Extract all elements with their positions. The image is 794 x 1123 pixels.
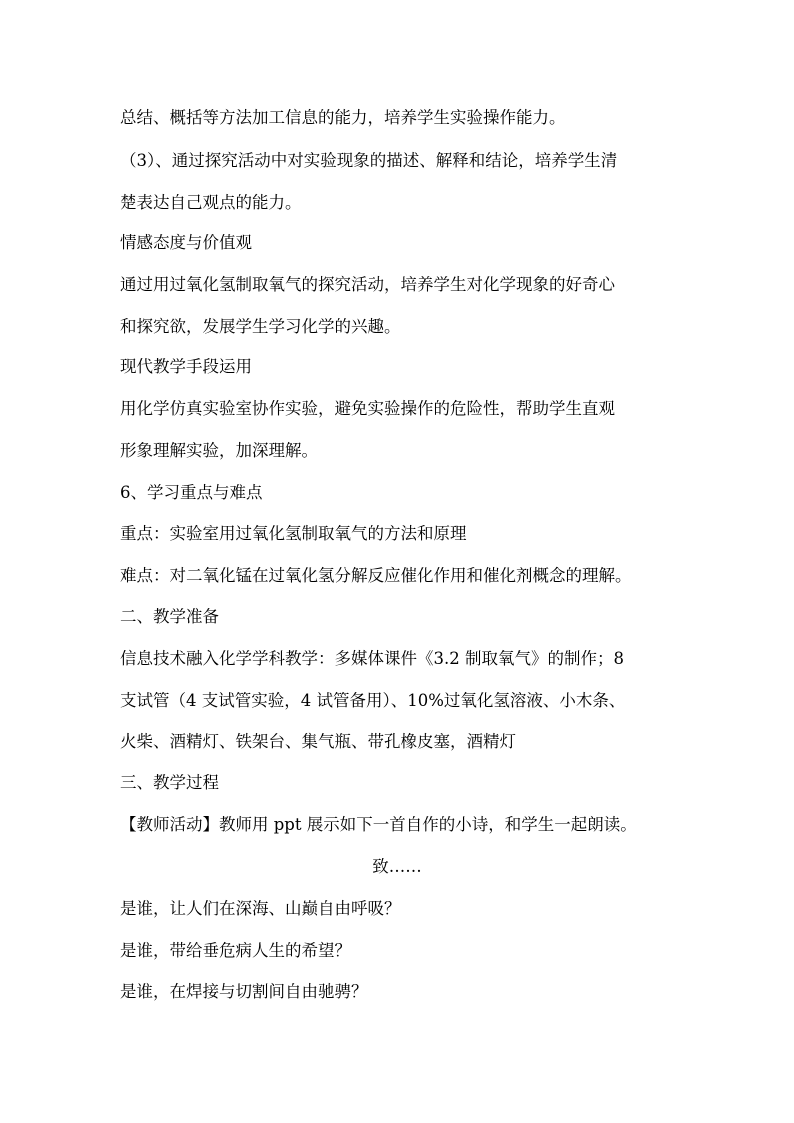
poem-verse: 是谁，带给垂危病人生的希望？ [120,941,351,960]
section-heading: 二、教学准备 [120,607,219,626]
text-line: 信息技术融入化学学科教学：多媒体课件《3.2 制取氧气》的制作；8 [120,649,624,668]
section-heading: 情感态度与价值观 [120,233,252,252]
text-line: 用化学仿真实验室协作实验，避免实验操作的危险性，帮助学生直观 [120,399,615,418]
text-line: 和探究欲，发展学生学习化学的兴趣。 [120,317,401,336]
text-line: 楚表达自己观点的能力。 [120,193,302,212]
text-line: 支试管（4 支试管实验，4 试管备用）、10%过氧化氢溶液、小木条、 [120,691,626,710]
text-line: 通过用过氧化氢制取氧气的探究活动，培养学生对化学现象的好奇心 [120,275,615,294]
text-line: 形象理解实验，加深理解。 [120,441,318,460]
text-line: 难点：对二氧化锰在过氧化氢分解反应催化作用和催化剂概念的理解。 [120,566,632,585]
poem-verse: 是谁，在焊接与切割间自由驰骋？ [120,982,368,1001]
section-heading: 6、学习重点与难点 [120,483,263,502]
text-line: （3）、通过探究活动中对实验现象的描述、解释和结论，培养学生清 [120,151,618,170]
text-line: 重点：实验室用过氧化氢制取氧气的方法和原理 [120,524,467,543]
text-line: 总结、概括等方法加工信息的能力，培养学生实验操作能力。 [120,108,566,127]
text-line: 火柴、酒精灯、铁架台、集气瓶、带孔橡皮塞，酒精灯 [120,732,516,751]
section-heading: 现代教学手段运用 [120,357,252,376]
text-line: 【教师活动】教师用 ppt 展示如下一首自作的小诗，和学生一起朗读。 [120,815,637,834]
section-heading: 三、教学过程 [120,773,219,792]
poem-verse: 是谁，让人们在深海、山巅自由呼吸？ [120,899,401,918]
poem-title: 致…… [372,857,422,876]
